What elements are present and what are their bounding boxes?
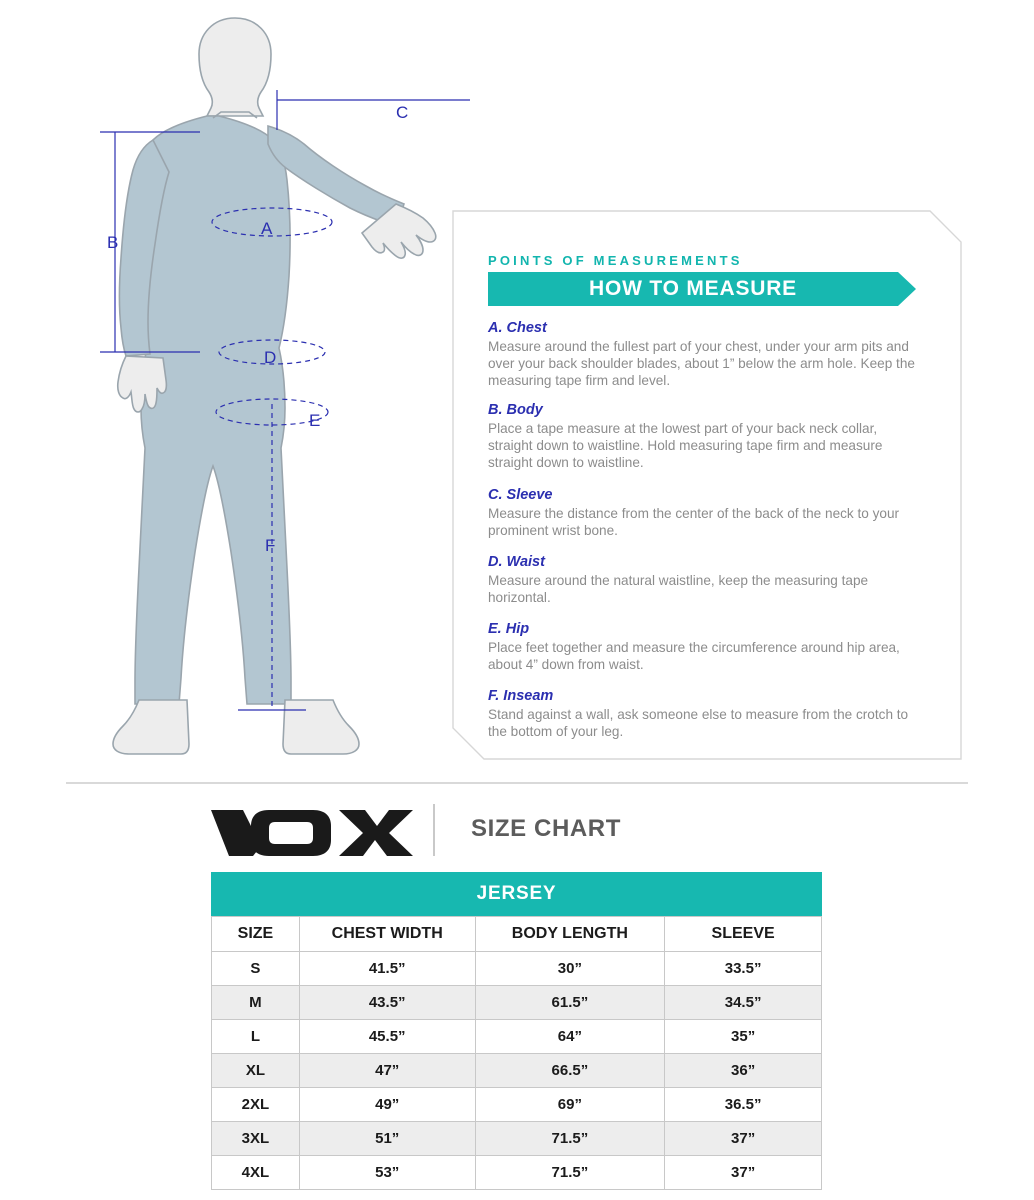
measure-body-inseam: Stand against a wall, ask someone else to measure from the crotch to the bottom of your leg. xyxy=(488,707,909,740)
cell-body-length: 30” xyxy=(475,952,665,986)
cell-sleeve: 35” xyxy=(665,1020,822,1054)
table-header-row xyxy=(212,917,822,952)
measure-item-waist xyxy=(488,554,920,606)
measure-body-sleeve: Measure the distance from the center of the back of the neck to your prominent wrist bone. xyxy=(488,506,900,539)
cell-chest-width: 43.5” xyxy=(299,986,475,1020)
measure-item-body xyxy=(488,402,920,472)
cell-sleeve: 36.5” xyxy=(665,1088,822,1122)
cell-size: 3XL xyxy=(212,1122,300,1156)
figure-label-a: A xyxy=(261,219,273,238)
measure-head-sleeve: C. Sleeve xyxy=(488,487,553,503)
cell-body-length: 64” xyxy=(475,1020,665,1054)
figure-label-e: E xyxy=(309,411,321,430)
panel-kicker: POINTS OF MEASUREMENTS xyxy=(488,253,743,268)
cell-body-length: 71.5” xyxy=(475,1122,665,1156)
cell-sleeve: 34.5” xyxy=(665,986,822,1020)
size-chart-heading: SIZE CHART xyxy=(471,815,621,842)
cell-chest-width: 49” xyxy=(299,1088,475,1122)
figure-label-f: F xyxy=(265,536,276,555)
cell-size: 2XL xyxy=(212,1088,300,1122)
size-table xyxy=(211,872,822,1190)
measure-item-sleeve xyxy=(488,487,920,539)
table-header-size: SIZE xyxy=(212,917,300,952)
table-row xyxy=(212,986,822,1020)
cell-body-length: 66.5” xyxy=(475,1054,665,1088)
size-table-wrapper xyxy=(211,872,822,1190)
table-header-body-length: BODY LENGTH xyxy=(475,917,665,952)
figure-label-d: D xyxy=(264,348,277,367)
measure-item-chest xyxy=(488,320,920,390)
measure-item-inseam xyxy=(488,688,920,740)
cell-body-length: 61.5” xyxy=(475,986,665,1020)
cell-sleeve: 37” xyxy=(665,1122,822,1156)
panel-title-banner xyxy=(488,272,916,306)
measure-head-chest: A. Chest xyxy=(488,320,547,336)
measure-item-hip xyxy=(488,621,920,673)
how-to-measure-panel xyxy=(452,210,962,760)
cell-size: 4XL xyxy=(212,1156,300,1190)
cell-chest-width: 51” xyxy=(299,1122,475,1156)
cell-body-length: 69” xyxy=(475,1088,665,1122)
panel-title: HOW TO MEASURE xyxy=(589,277,797,300)
brand-separator xyxy=(433,804,435,856)
figure-label-b: B xyxy=(107,233,119,252)
cell-chest-width: 45.5” xyxy=(299,1020,475,1054)
measure-head-inseam: F. Inseam xyxy=(488,688,554,704)
table-header-chest-width: CHEST WIDTH xyxy=(299,917,475,952)
table-header-sleeve: SLEEVE xyxy=(665,917,822,952)
measure-body-body: Place a tape measure at the lowest part of your back neck collar, straight down to waistline. Hold measuring tape firm and measure straight down to waistline. xyxy=(488,421,883,471)
cell-size: L xyxy=(212,1020,300,1054)
table-row xyxy=(212,1156,822,1190)
section-divider xyxy=(66,782,968,784)
measure-body-waist: Measure around the natural waistline, keep the measuring tape horizontal. xyxy=(488,573,869,606)
measure-body-hip: Place feet together and measure the circumference around hip area, about 4” down from waist. xyxy=(488,640,900,673)
cell-sleeve: 33.5” xyxy=(665,952,822,986)
measure-head-body: B. Body xyxy=(488,402,543,418)
measure-body-chest: Measure around the fullest part of your chest, under your arm pits and over your back shoulder blades, about 1” below the arm hole. Keep the measuring tape firm and level. xyxy=(488,339,915,389)
measure-head-waist: D. Waist xyxy=(488,554,545,570)
measure-head-hip: E. Hip xyxy=(488,621,530,637)
cell-chest-width: 47” xyxy=(299,1054,475,1088)
table-row xyxy=(212,1020,822,1054)
table-row xyxy=(212,1122,822,1156)
cell-chest-width: 41.5” xyxy=(299,952,475,986)
table-row xyxy=(212,1088,822,1122)
cell-sleeve: 36” xyxy=(665,1054,822,1088)
table-row xyxy=(212,1054,822,1088)
brand-row xyxy=(66,800,968,862)
vox-logo xyxy=(209,804,415,858)
cell-body-length: 71.5” xyxy=(475,1156,665,1190)
cell-size: S xyxy=(212,952,300,986)
cell-size: M xyxy=(212,986,300,1020)
figure-label-c: C xyxy=(396,103,409,122)
table-caption: JERSEY xyxy=(211,872,822,916)
table-row xyxy=(212,952,822,986)
cell-chest-width: 53” xyxy=(299,1156,475,1190)
cell-size: XL xyxy=(212,1054,300,1088)
cell-sleeve: 37” xyxy=(665,1156,822,1190)
